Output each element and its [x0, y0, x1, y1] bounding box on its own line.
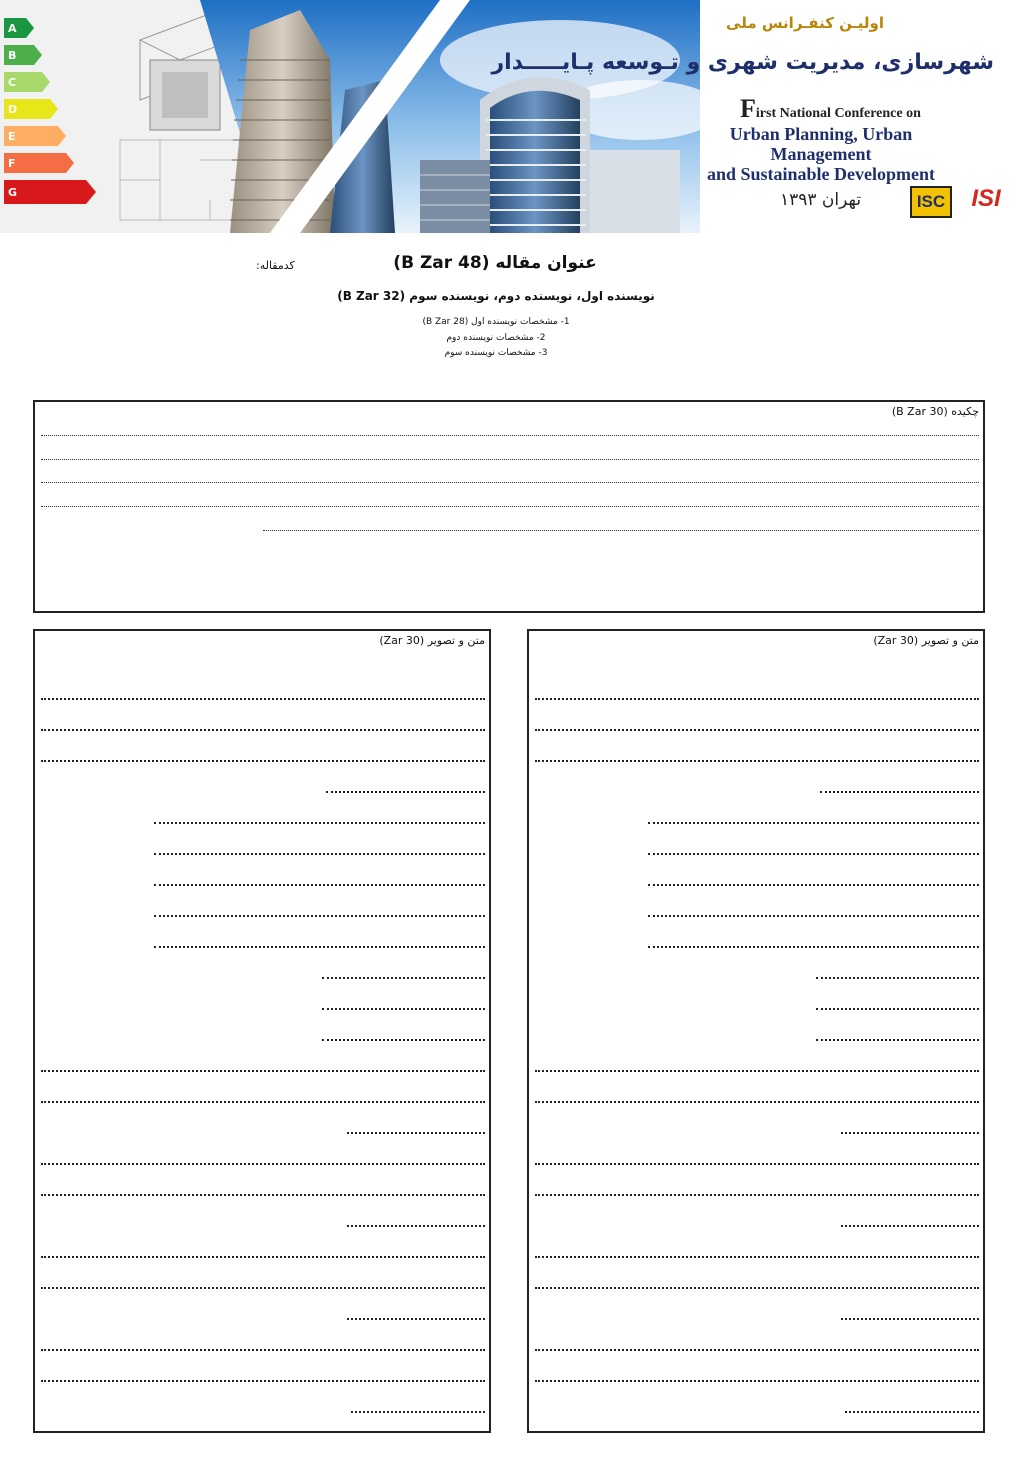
energy-letter-e: E [8, 130, 16, 143]
placeholder-line [816, 1039, 979, 1041]
banner-title-en-line1: irst National Conference on [755, 106, 921, 121]
placeholder-line [322, 977, 485, 979]
conference-banner [0, 0, 1024, 233]
banner-title-fa: شهرسازی، مدیریت شهری و تـوسعه پـایـــــدار [491, 50, 994, 75]
placeholder-line [535, 1256, 979, 1258]
placeholder-line [351, 1411, 485, 1413]
banner-city-year: تهران ۱۳۹۳ [780, 190, 862, 210]
banner-tagline: اولیـن کنفـرانس ملی [726, 14, 884, 32]
placeholder-line [322, 1039, 485, 1041]
placeholder-line [41, 1380, 485, 1382]
placeholder-line [347, 1225, 485, 1227]
placeholder-line [648, 946, 979, 948]
placeholder-line [41, 1256, 485, 1258]
placeholder-line [322, 1008, 485, 1010]
placeholder-line [41, 1194, 485, 1196]
placeholder-line [326, 791, 485, 793]
placeholder-line [41, 1163, 485, 1165]
energy-letter-b: B [8, 49, 17, 62]
affiliation-3: 3- مشخصات نویسنده سوم [444, 348, 548, 358]
placeholder-line [41, 459, 979, 460]
placeholder-line [841, 1225, 979, 1227]
text-column-left [33, 629, 491, 1433]
placeholder-line [41, 435, 979, 436]
placeholder-line [154, 853, 485, 855]
banner-subtitle-en [686, 124, 956, 184]
placeholder-line [816, 977, 979, 979]
energy-letter-c: C [8, 76, 17, 89]
affiliation-1: 1- مشخصات نویسنده اول (B Zar 28) [422, 317, 570, 327]
banner-illustration [0, 0, 700, 233]
placeholder-line [648, 884, 979, 886]
banner-text-block [491, 0, 1024, 233]
placeholder-line [41, 729, 485, 731]
column-label-right: متن و تصویر (Zar 30) [873, 634, 979, 647]
placeholder-line [841, 1132, 979, 1134]
placeholder-line [154, 822, 485, 824]
placeholder-line [154, 915, 485, 917]
placeholder-line [154, 884, 485, 886]
banner-title-en [740, 94, 921, 124]
energy-letter-g: G [8, 186, 18, 199]
affiliation-2: 2- مشخصات نویسنده دوم [446, 333, 546, 343]
placeholder-line [347, 1318, 485, 1320]
abstract-box [33, 400, 985, 613]
paper-title: عنوان مقاله (B Zar 48) [393, 253, 597, 273]
placeholder-line [820, 791, 979, 793]
isi-logo: ISI [958, 184, 1014, 214]
placeholder-line [535, 1380, 979, 1382]
placeholder-line [41, 1349, 485, 1351]
text-column-right [527, 629, 985, 1433]
placeholder-line [535, 698, 979, 700]
abstract-label: چکیده (B Zar 30) [891, 405, 979, 418]
placeholder-line [535, 729, 979, 731]
placeholder-line [347, 1132, 485, 1134]
placeholder-line [816, 1008, 979, 1010]
placeholder-line [535, 760, 979, 762]
placeholder-line [41, 760, 485, 762]
placeholder-line [648, 822, 979, 824]
placeholder-line [648, 853, 979, 855]
placeholder-line [648, 915, 979, 917]
placeholder-line [535, 1163, 979, 1165]
isc-logo: ISC [910, 186, 952, 218]
placeholder-line [535, 1349, 979, 1351]
energy-letter-a: A [8, 22, 17, 35]
banner-title-en-line2: Urban Planning, Urban Management [729, 124, 913, 164]
placeholder-line [154, 946, 485, 948]
placeholder-line [41, 482, 979, 483]
energy-letter-f: F [8, 157, 16, 170]
banner-title-initial: F [740, 94, 756, 123]
placeholder-line [535, 1287, 979, 1289]
placeholder-line [535, 1194, 979, 1196]
placeholder-line [263, 530, 979, 531]
placeholder-line [41, 506, 979, 507]
placeholder-line [845, 1411, 979, 1413]
placeholder-line [535, 1070, 979, 1072]
placeholder-line [41, 1287, 485, 1289]
placeholder-line [535, 1101, 979, 1103]
placeholder-line [841, 1318, 979, 1320]
banner-title-en-line3: and Sustainable Development [706, 164, 936, 184]
column-label-left: متن و تصویر (Zar 30) [379, 634, 485, 647]
placeholder-line [41, 1070, 485, 1072]
authors-line: نویسنده اول، نویسنده دوم، نویسنده سوم (B Zar 32) [337, 289, 655, 303]
placeholder-line [41, 1101, 485, 1103]
paper-code-label: کدمقاله: [256, 259, 295, 272]
energy-letter-d: D [8, 103, 18, 116]
placeholder-line [41, 698, 485, 700]
